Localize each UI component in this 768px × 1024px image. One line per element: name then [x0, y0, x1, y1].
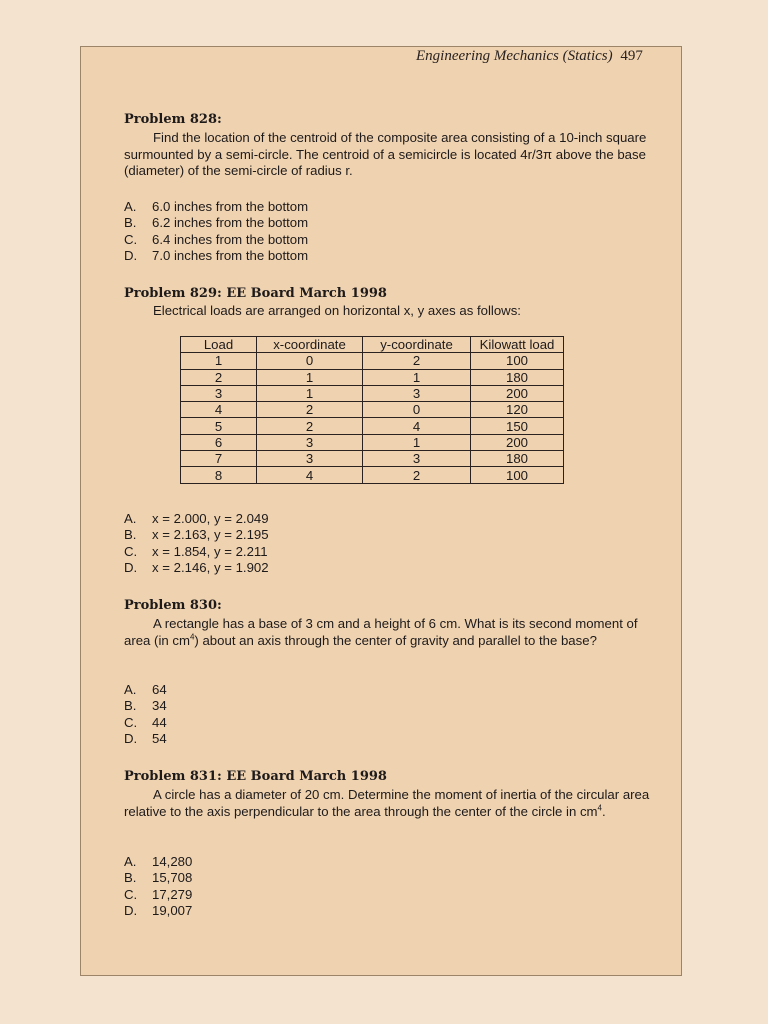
- problem-830-title: Problem 830:: [124, 598, 222, 613]
- table-cell: 3: [363, 385, 471, 401]
- table-row: [181, 418, 564, 434]
- table-cell: 2: [257, 418, 363, 434]
- table-cell: 1: [363, 434, 471, 450]
- problem-831-text: A circle has a diameter of 20 cm. Determine the moment of inertia of the circular area relative to the axis perpendicular to the area through the center of the circle in $cm^4$.: [124, 787, 650, 819]
- table-row: [181, 402, 564, 418]
- table-cell: 5: [181, 418, 257, 434]
- problem-831-options: [124, 854, 192, 919]
- option-a: A. 64: [124, 682, 167, 697]
- table-row: [181, 434, 564, 450]
- problem-830-text: A rectangle has a base of 3 cm and a height of 6 cm. What is its second moment of area (in $cm^4$) about an axis through the center of gravity and parallel to the base?: [124, 616, 638, 648]
- table-cell: 200: [471, 385, 564, 401]
- table-row: [181, 385, 564, 401]
- table-cell: 1: [363, 369, 471, 385]
- table-cell: 3: [181, 385, 257, 401]
- column-header: Kilowatt load: [471, 337, 564, 353]
- option-d: D. 19,007: [124, 902, 193, 918]
- table-cell: 8: [181, 467, 257, 483]
- table-cell: 200: [471, 434, 564, 450]
- option-b: B. 34: [124, 698, 167, 714]
- table-cell: 3: [257, 434, 363, 450]
- table-cell: 100: [471, 467, 564, 483]
- table-cell: 2: [363, 467, 471, 483]
- option-d: D. 54: [124, 730, 167, 746]
- problem-829-text: Electrical loads are arranged on horizontal x, y axes as follows:: [153, 303, 521, 318]
- option-b: B. 6.2 inches from the bottom: [124, 215, 309, 231]
- option-c: C. x = 1.854, y = 2.211: [124, 543, 268, 559]
- running-header: [416, 48, 643, 65]
- option-a: A. 6.0 inches from the bottom: [124, 199, 309, 214]
- option-c: C. 17,279: [124, 886, 193, 902]
- option-a: A. x = 2.000, y = 2.049: [124, 511, 269, 526]
- table-cell: 180: [471, 369, 564, 385]
- table-row: [181, 467, 564, 483]
- table-cell: 1: [257, 385, 363, 401]
- table-row: [181, 369, 564, 385]
- problem-829-options: [124, 511, 269, 576]
- problem-828-options: [124, 199, 308, 264]
- table-row: [181, 451, 564, 467]
- table-cell: 4: [181, 402, 257, 418]
- table-cell: 2: [257, 402, 363, 418]
- page-number: 497: [620, 48, 643, 64]
- table-row: [181, 353, 564, 369]
- table-cell: 100: [471, 353, 564, 369]
- table-cell: 180: [471, 451, 564, 467]
- loads-table: [180, 336, 564, 484]
- table-cell: 3: [363, 451, 471, 467]
- option-b: B. 15,708: [124, 870, 193, 886]
- table-cell: 1: [257, 369, 363, 385]
- problem-828-title: Problem 828:: [124, 112, 222, 127]
- column-header: y-coordinate: [363, 337, 471, 353]
- table-header-row: [181, 337, 564, 353]
- option-c: C. 44: [124, 714, 167, 730]
- option-d: D. x = 2.146, y = 1.902: [124, 559, 269, 575]
- option-b: B. x = 2.163, y = 2.195: [124, 527, 269, 543]
- table-cell: 4: [257, 467, 363, 483]
- book-title: Engineering Mechanics (Statics): [416, 48, 613, 64]
- table-cell: 0: [257, 353, 363, 369]
- table-cell: 2: [181, 369, 257, 385]
- table-cell: 4: [363, 418, 471, 434]
- option-c: C. 6.4 inches from the bottom: [124, 231, 309, 247]
- problem-828-text: Find the location of the centroid of the composite area consisting of a 10-inch square surmounted by a semi-circle. The centroid of a semicircle is located 4r/3π above the base (diameter) of the semi-circle of radius r.: [124, 130, 647, 178]
- table-cell: 1: [181, 353, 257, 369]
- table-cell: 3: [257, 451, 363, 467]
- table-cell: 150: [471, 418, 564, 434]
- table-cell: 120: [471, 402, 564, 418]
- problem-829-title: Problem 829: EE Board March 1998: [124, 286, 387, 301]
- table-cell: 0: [363, 402, 471, 418]
- option-d: D. 7.0 inches from the bottom: [124, 247, 309, 263]
- column-header: Load: [181, 337, 257, 353]
- column-header: x-coordinate: [257, 337, 363, 353]
- table-cell: 6: [181, 434, 257, 450]
- table-cell: 2: [363, 353, 471, 369]
- table-cell: 7: [181, 451, 257, 467]
- option-a: A. 14,280: [124, 854, 193, 869]
- problem-831-title: Problem 831: EE Board March 1998: [124, 769, 387, 784]
- problem-830-options: [124, 682, 167, 747]
